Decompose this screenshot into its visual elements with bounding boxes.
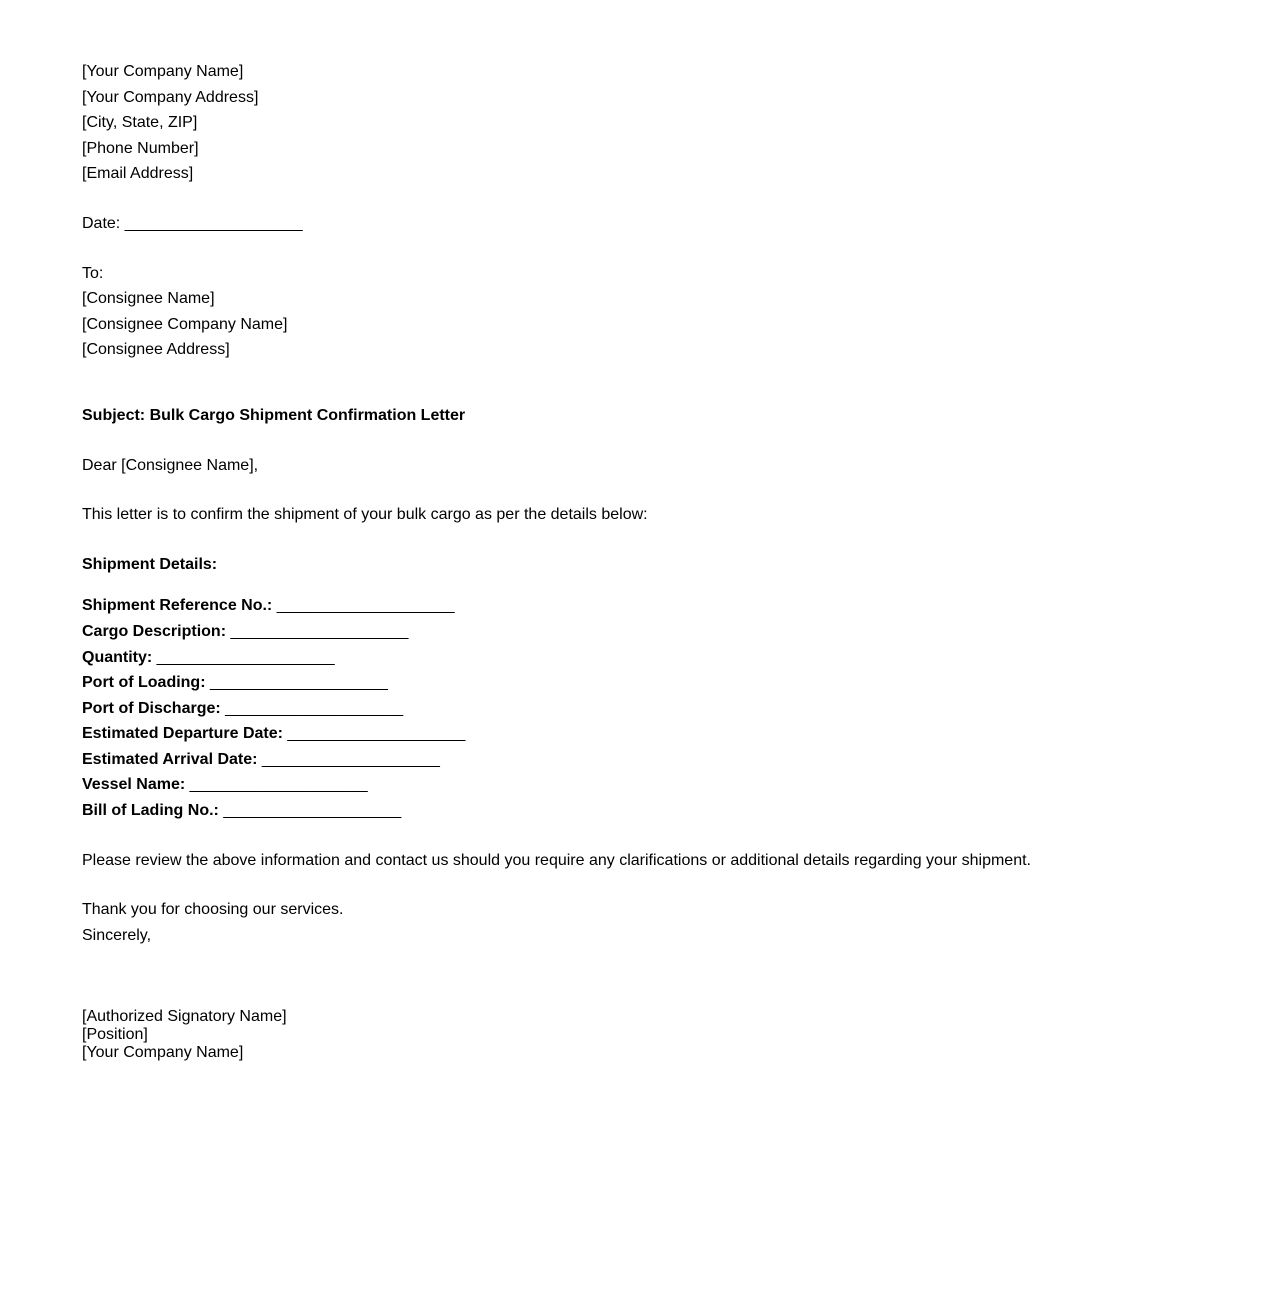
detail-blank: ____________________ bbox=[287, 725, 466, 742]
detail-row bbox=[82, 699, 403, 719]
signatory-position: [Position] bbox=[82, 1026, 148, 1043]
detail-row bbox=[82, 596, 455, 616]
sender-company-name: [Your Company Name] bbox=[82, 63, 244, 80]
detail-blank: ____________________ bbox=[230, 623, 409, 640]
sender-city-state-zip: [City, State, ZIP] bbox=[82, 114, 198, 131]
detail-label: Estimated Arrival Date: bbox=[82, 751, 258, 768]
detail-label: Shipment Reference No.: bbox=[82, 597, 273, 614]
detail-row bbox=[82, 724, 465, 744]
detail-label: Estimated Departure Date: bbox=[82, 725, 283, 742]
intro-paragraph: This letter is to confirm the shipment of your bulk cargo as per the details below: bbox=[82, 506, 648, 523]
sender-phone: [Phone Number] bbox=[82, 140, 199, 157]
to-label: To: bbox=[82, 265, 104, 282]
detail-row bbox=[82, 648, 335, 668]
sender-company-address: [Your Company Address] bbox=[82, 89, 259, 106]
detail-blank: ____________________ bbox=[261, 751, 440, 768]
detail-row bbox=[82, 673, 388, 693]
detail-label: Port of Loading: bbox=[82, 674, 206, 691]
detail-row bbox=[82, 750, 440, 770]
thanks-line: Thank you for choosing our services. bbox=[82, 901, 344, 918]
salutation: Dear [Consignee Name], bbox=[82, 457, 259, 474]
detail-label: Quantity: bbox=[82, 649, 153, 666]
date-line bbox=[82, 214, 303, 234]
detail-row bbox=[82, 775, 368, 795]
subject-line: Subject: Bulk Cargo Shipment Confirmation Letter bbox=[82, 407, 466, 424]
consignee-name: [Consignee Name] bbox=[82, 290, 215, 307]
detail-blank: ____________________ bbox=[189, 776, 368, 793]
review-paragraph: Please review the above information and contact us should you require any clarifications or additional details regarding your shipment. bbox=[82, 852, 1031, 869]
detail-label: Bill of Lading No.: bbox=[82, 802, 219, 819]
detail-blank: ____________________ bbox=[156, 649, 335, 666]
sender-email: [Email Address] bbox=[82, 165, 194, 182]
date-label: Date: bbox=[82, 215, 121, 232]
consignee-company: [Consignee Company Name] bbox=[82, 316, 288, 333]
signatory-company: [Your Company Name] bbox=[82, 1044, 244, 1061]
detail-blank: ____________________ bbox=[276, 597, 455, 614]
consignee-address: [Consignee Address] bbox=[82, 341, 230, 358]
details-heading: Shipment Details: bbox=[82, 556, 218, 573]
signatory-name: [Authorized Signatory Name] bbox=[82, 1008, 287, 1025]
date-blank: ____________________ bbox=[124, 215, 303, 232]
detail-label: Port of Discharge: bbox=[82, 700, 221, 717]
detail-label: Cargo Description: bbox=[82, 623, 227, 640]
detail-row bbox=[82, 801, 401, 821]
detail-label: Vessel Name: bbox=[82, 776, 186, 793]
detail-row bbox=[82, 622, 408, 642]
detail-blank: ____________________ bbox=[225, 700, 404, 717]
detail-blank: ____________________ bbox=[209, 674, 388, 691]
closing-line: Sincerely, bbox=[82, 927, 152, 944]
detail-blank: ____________________ bbox=[223, 802, 402, 819]
